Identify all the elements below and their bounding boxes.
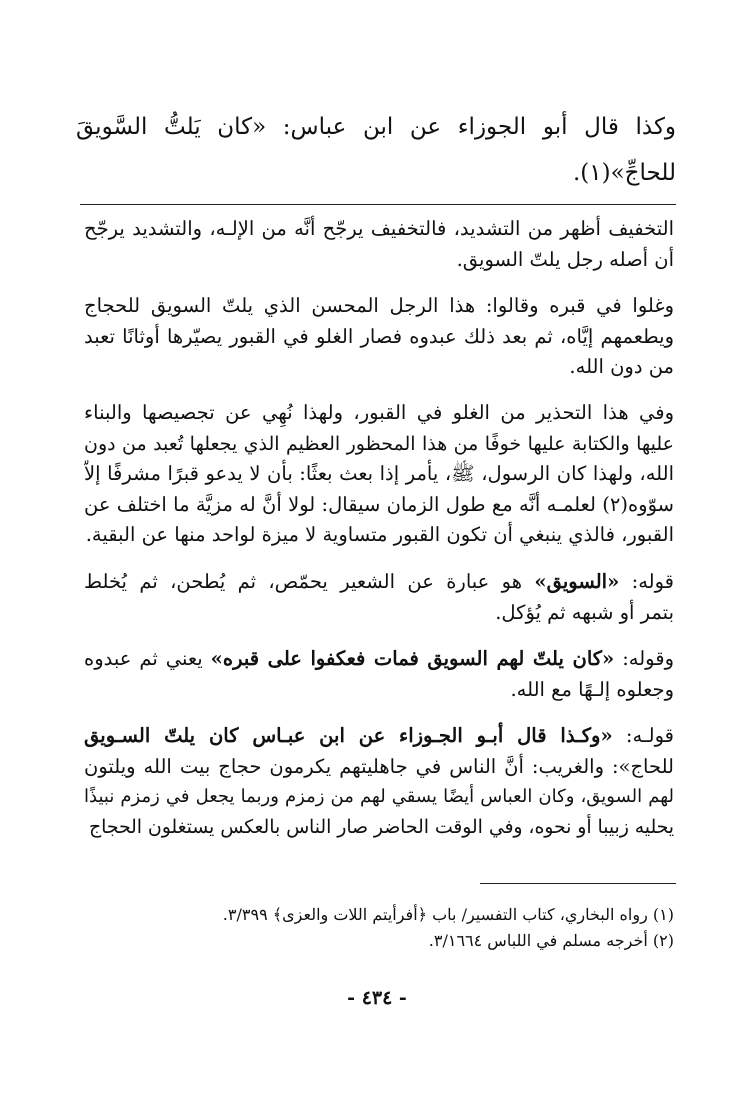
text-line: وقوله: «كان يلتّ لهم السويق فمات فعكفوا على قبره» يعني ثم عبدوه	[84, 647, 674, 670]
quoted-text	[76, 104, 676, 196]
keyword: «وكـذا قال أبـو الجـوزاء عن ابن عبـاس كان يلتّ السـويق	[84, 724, 613, 747]
footnotes	[84, 902, 674, 954]
keyword: «كان يلتّ لهم السويق فمات فعكفوا على قبره»	[210, 647, 615, 670]
text-line: وغلوا في قبره وقالوا: هذا الرجل المحسن الذي يلتّ السويق للحجاج	[84, 294, 674, 317]
paragraph	[84, 398, 674, 551]
text-line: يحليه زبيبا أو نحوه، وفي الوقت الحاضر صار الناس بالعكس يستغلون الحجاج	[89, 816, 674, 838]
paragraph	[84, 721, 674, 843]
quote-line: وكذا قال أبو الجوزاء عن ابن عباس: «كان يَلتُّ السَّويقَ	[76, 114, 676, 140]
text-line: قوله: «السويق» هو عبارة عن الشعير يحمّص، ثم يُطحن، ثم يُخلط	[84, 570, 674, 593]
text-line: الله، ولهذا كان الرسول، ﷺ، يأمر إذا بعث بعثًا: بأن لا يدعو قبرًا مشرفًا إلاّ	[84, 462, 674, 486]
text-line: قولـه: «وكـذا قال أبـو الجـوزاء عن ابن عبـاس كان يلتّ السـويق	[84, 724, 674, 747]
text-line: لهم السويق، وكان العباس أيضًا يسقي لهم من زمزم وربما يجعل في زمزم نبيذًا	[84, 786, 674, 808]
paragraph	[84, 567, 674, 628]
paragraph	[84, 214, 674, 275]
text-line: عليها والكتابة عليها خوفًا من هذا المحظور العظيم الذي يجعلها تُعبد من دون	[84, 432, 674, 455]
page-number: - ٤٣٤ -	[347, 987, 407, 1009]
quote-line: للحاجِّ»(١).	[572, 160, 676, 186]
footnote: (١) رواه البخاري، كتاب التفسير/ باب ﴿أفرأيتم اللات والعزى﴾ ٣/٣٩٩.	[222, 905, 674, 924]
text-line: بتمر أو شبهه ثم يُؤكل.	[495, 600, 674, 624]
text-line: ويطعمهم إيَّاه، ثم بعد ذلك عبدوه فصار الغلو في القبور يصيّرها أوثانًا تعبد	[84, 324, 674, 348]
text-line: القبور، فالذي ينبغي أن تكون القبور متساوية لا ميزة لواحد منها عن البقية.	[85, 523, 674, 547]
text-line: أن أصله رجل يلتّ السويق.	[456, 247, 674, 271]
text-line: من دون الله.	[569, 355, 674, 379]
paragraph	[84, 291, 674, 383]
footnote: (٢) أخرجه مسلم في اللباس ٣/١٦٦٤.	[428, 931, 674, 950]
text-line: سوّوه(٢) لعلمـه أنَّه مع طول الزمان سيقال: لولا أنَّ له مزيَّة ما اختلف عن	[84, 492, 674, 516]
section-divider	[80, 204, 676, 205]
keyword: «السويق»	[534, 570, 620, 593]
text-line: وجعلوه إلـهًا مع الله.	[510, 677, 674, 701]
text-line: التخفيف أظهر من التشديد، فالتخفيف يرجّح أنَّه من الإلـه، والتشديد يرجّح	[84, 217, 674, 240]
text-line: وفي هذا التحذير من الغلو في القبور، ولهذا نُهِي عن تجصيصها والبناء	[84, 401, 674, 424]
footnote-divider	[480, 883, 676, 884]
text-line: للحاج»: والغريب: أنَّ الناس في جاهليتهم يكرمون حجاج بيت الله ويلتون	[84, 754, 674, 778]
paragraph	[84, 644, 674, 705]
